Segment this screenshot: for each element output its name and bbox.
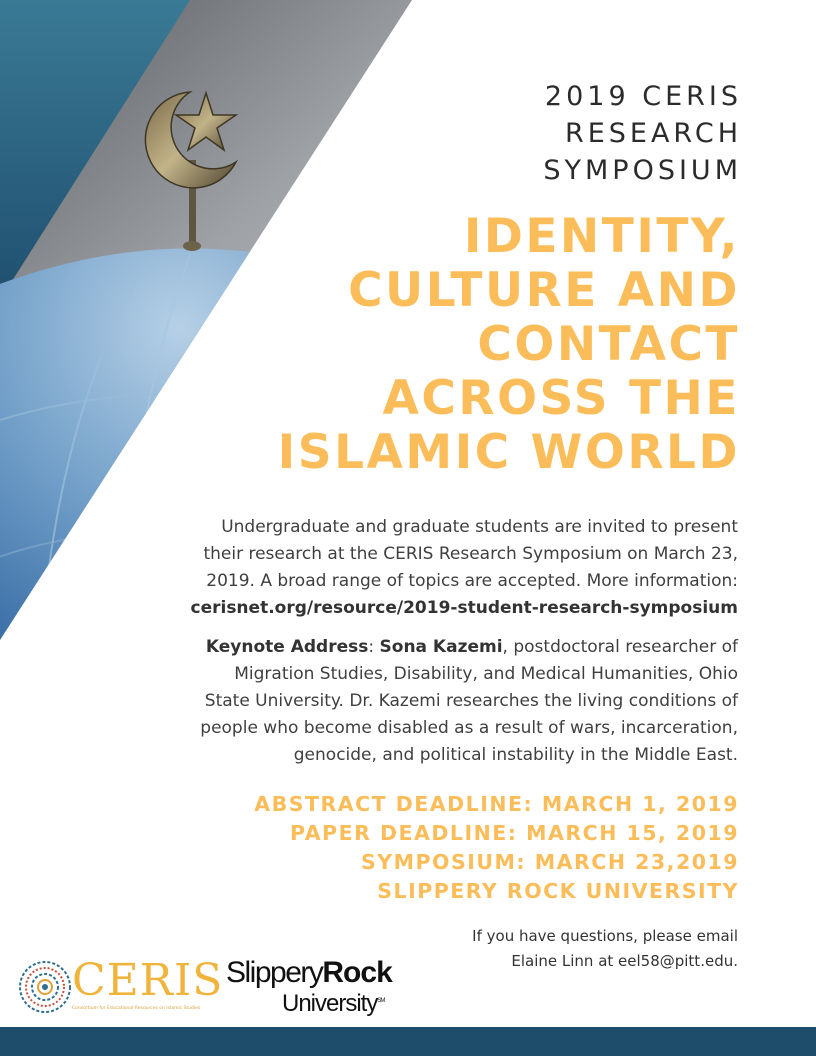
keynote-paragraph: Keynote Address: Sona Kazemi, postdoctoral researcher of Migration Studies, Disability, and Medical Humanities, Ohio State University. Dr. Kazemi researches the living conditions of people who become disabled as a result of wars, incarceration, genocide, and political instability in the Middle East. <box>200 637 738 765</box>
paper-deadline: PAPER DEADLINE: MARCH 15, 2019 <box>290 821 739 845</box>
abstract-deadline: ABSTRACT DEADLINE: MARCH 1, 2019 <box>254 792 739 816</box>
intro-paragraph: Undergraduate and graduate students are invited to present their research at the CERIS Research Symposium on March 23, 2019. A broad range of topics are accepted. More information: cerisnet.org/resource/2019-student-research-symposium <box>138 514 738 622</box>
dates-list <box>178 790 738 906</box>
ceris-tagline: Consortium for Educational Resources on Islamic Studies <box>72 1006 201 1011</box>
ceris-rosette-icon <box>18 960 72 1014</box>
headline: IDENTITY, CULTURE AND CONTACT ACROSS THE ISLAMIC WORLD <box>277 209 740 480</box>
contact-email[interactable]: Elaine Linn at eel58@pitt.edu. <box>511 952 738 970</box>
symposium-date: SYMPOSIUM: MARCH 23,2019 <box>361 850 739 874</box>
venue: SLIPPERY ROCK UNIVERSITY <box>377 879 739 903</box>
keynote-label: Keynote Address <box>205 637 369 657</box>
contact-info: If you have questions, please email Elaine Linn at eel58@pitt.edu. <box>338 924 738 974</box>
symposium-title: 2019 CERIS RESEARCH SYMPOSIUM <box>543 81 742 186</box>
footer-bar <box>0 1027 816 1056</box>
ceris-wordmark: CERIS <box>72 955 224 1006</box>
sru-logo: SlipperyRock University℠ <box>226 956 392 1017</box>
info-link[interactable]: cerisnet.org/resource/2019-student-research-symposium <box>190 598 738 618</box>
keynote-speaker: Sona Kazemi <box>379 637 503 657</box>
